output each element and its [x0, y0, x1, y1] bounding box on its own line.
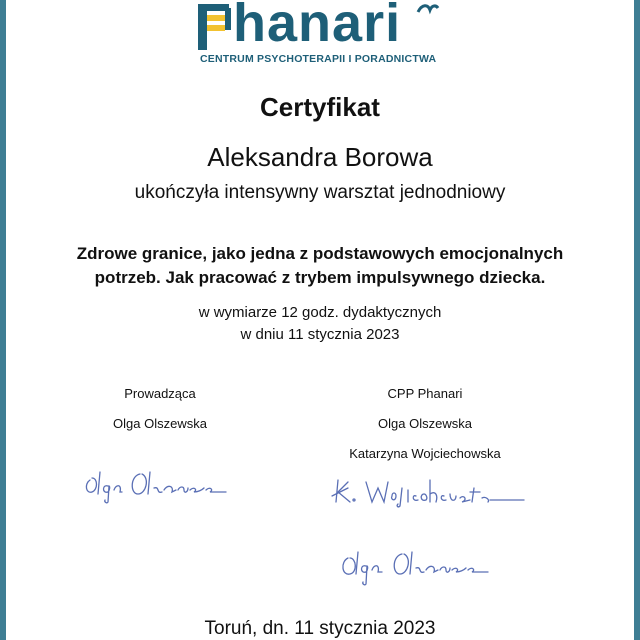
workshop-topic	[0, 242, 640, 290]
logo-wave-icon	[416, 2, 440, 16]
recipient-name: Aleksandra Borowa	[207, 142, 433, 172]
workshop-date: w dniu 11 stycznia 2023	[240, 326, 400, 343]
signatory-right-name-2: Katarzyna Wojciechowska	[349, 446, 501, 461]
signature-olga-left	[80, 462, 230, 504]
signatory-right-role: CPP Phanari	[387, 386, 463, 401]
phanari-logo	[196, 0, 446, 70]
signatory-right-name-1: Olga Olszewska	[378, 416, 472, 431]
signatory-left-name: Olga Olszewska	[113, 416, 207, 431]
logo-wordmark-text: hanari	[233, 0, 402, 53]
workshop-topic-line-1: Zdrowe granice, jako jedna z podstawowych emocjonalnych	[76, 244, 564, 263]
certificate-title: Certyfikat	[260, 92, 380, 122]
workshop-hours: w wymiarze 12 godz. dydaktycznych	[198, 304, 442, 321]
workshop-details	[0, 302, 640, 346]
signatory-left	[100, 386, 220, 446]
logo-subtitle: CENTRUM PSYCHOTERAPII I PORADNICTWA	[200, 53, 437, 65]
logo-wordmark	[196, 0, 401, 52]
signatory-left-role: Prowadząca	[124, 386, 196, 401]
signature-olga-right	[336, 544, 496, 588]
signatory-right	[330, 386, 520, 476]
signature-katarzyna	[330, 474, 530, 510]
completion-text: ukończyła intensywny warsztat jednodniowy	[134, 182, 506, 203]
place-and-date: Toruń, dn. 11 stycznia 2023	[204, 618, 436, 639]
workshop-topic-line-2: potrzeb. Jak pracować z trybem impulsywnego dziecka.	[94, 268, 546, 287]
